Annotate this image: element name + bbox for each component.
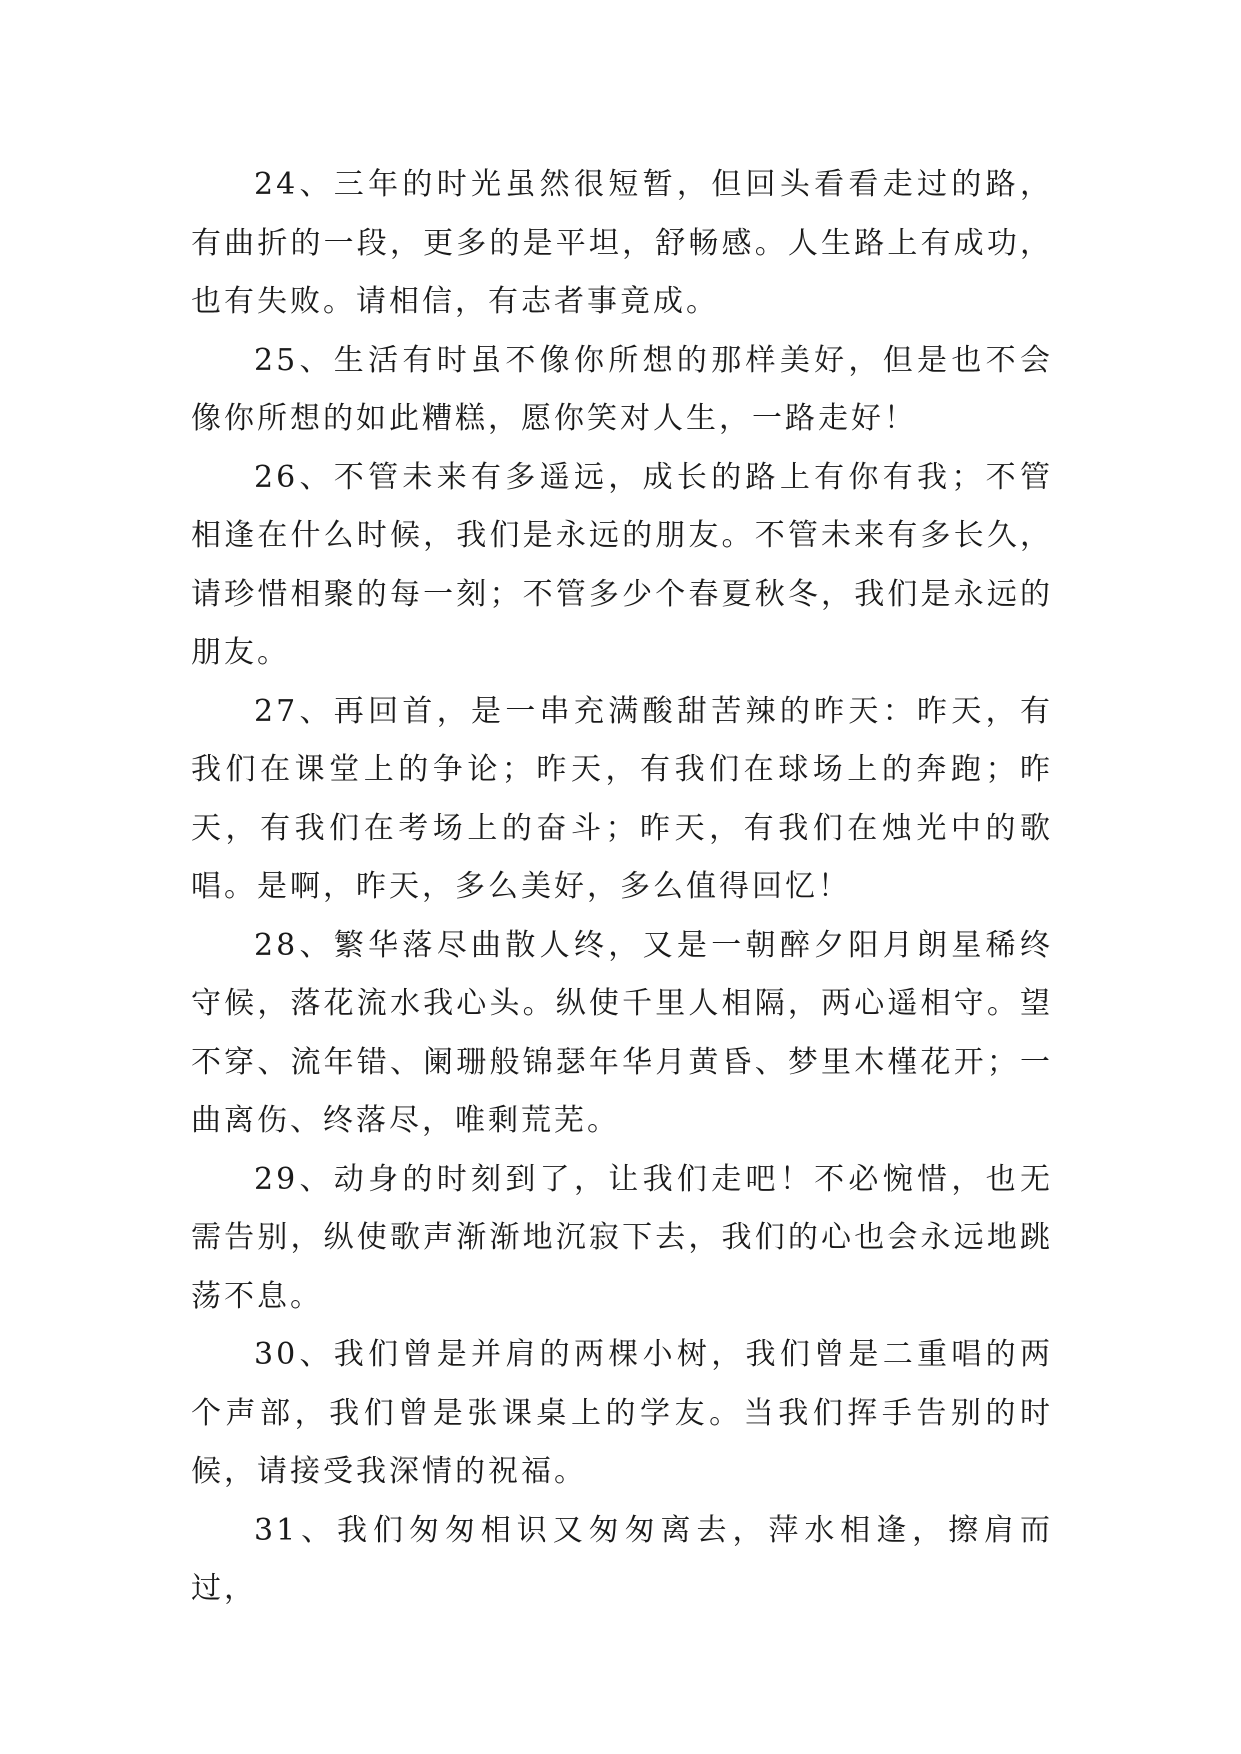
paragraph-27: 27、再回首，是一串充满酸甜苦辣的昨天：昨天，有我们在课堂上的争论；昨天，有我们在球场上的奔跑；昨天，有我们在考场上的奋斗；昨天，有我们在烛光中的歌唱。是啊，昨天，多么美好，多么值得回忆！ [191, 693, 1053, 904]
paragraph-26: 26、不管未来有多遥远，成长的路上有你有我；不管相逢在什么时候，我们是永远的朋友。不管未来有多长久，请珍惜相聚的每一刻；不管多少个春夏秋冬，我们是永远的朋友。 [191, 459, 1053, 670]
paragraph-25: 25、生活有时虽不像你所想的那样美好，但是也不会像你所想的如此糟糕，愿你笑对人生，一路走好！ [191, 342, 1053, 436]
paragraph-28: 28、繁华落尽曲散人终，又是一朝醉夕阳月朗星稀终守候，落花流水我心头。纵使千里人相隔，两心遥相守。望不穿、流年错、阑珊般锦瑟年华月黄昏、梦里木槿花开；一曲离伤、终落尽，唯剩荒芜。 [191, 927, 1053, 1138]
paragraph-31: 31、我们匆匆相识又匆匆离去，萍水相逢，擦肩而过， [191, 1512, 1053, 1606]
paragraph-30: 30、我们曾是并肩的两棵小树，我们曾是二重唱的两个声部，我们曾是张课桌上的学友。当我们挥手告别的时候，请接受我深情的祝福。 [191, 1337, 1053, 1489]
paragraph-29: 29、动身的时刻到了，让我们走吧！不必惋惜，也无需告别，纵使歌声渐渐地沉寂下去，我们的心也会永远地跳荡不息。 [191, 1161, 1053, 1314]
document-body [191, 156, 1053, 1619]
paragraph-24: 24、三年的时光虽然很短暂，但回头看看走过的路，有曲折的一段，更多的是平坦，舒畅感。人生路上有成功，也有失败。请相信，有志者事竟成。 [191, 167, 1053, 319]
